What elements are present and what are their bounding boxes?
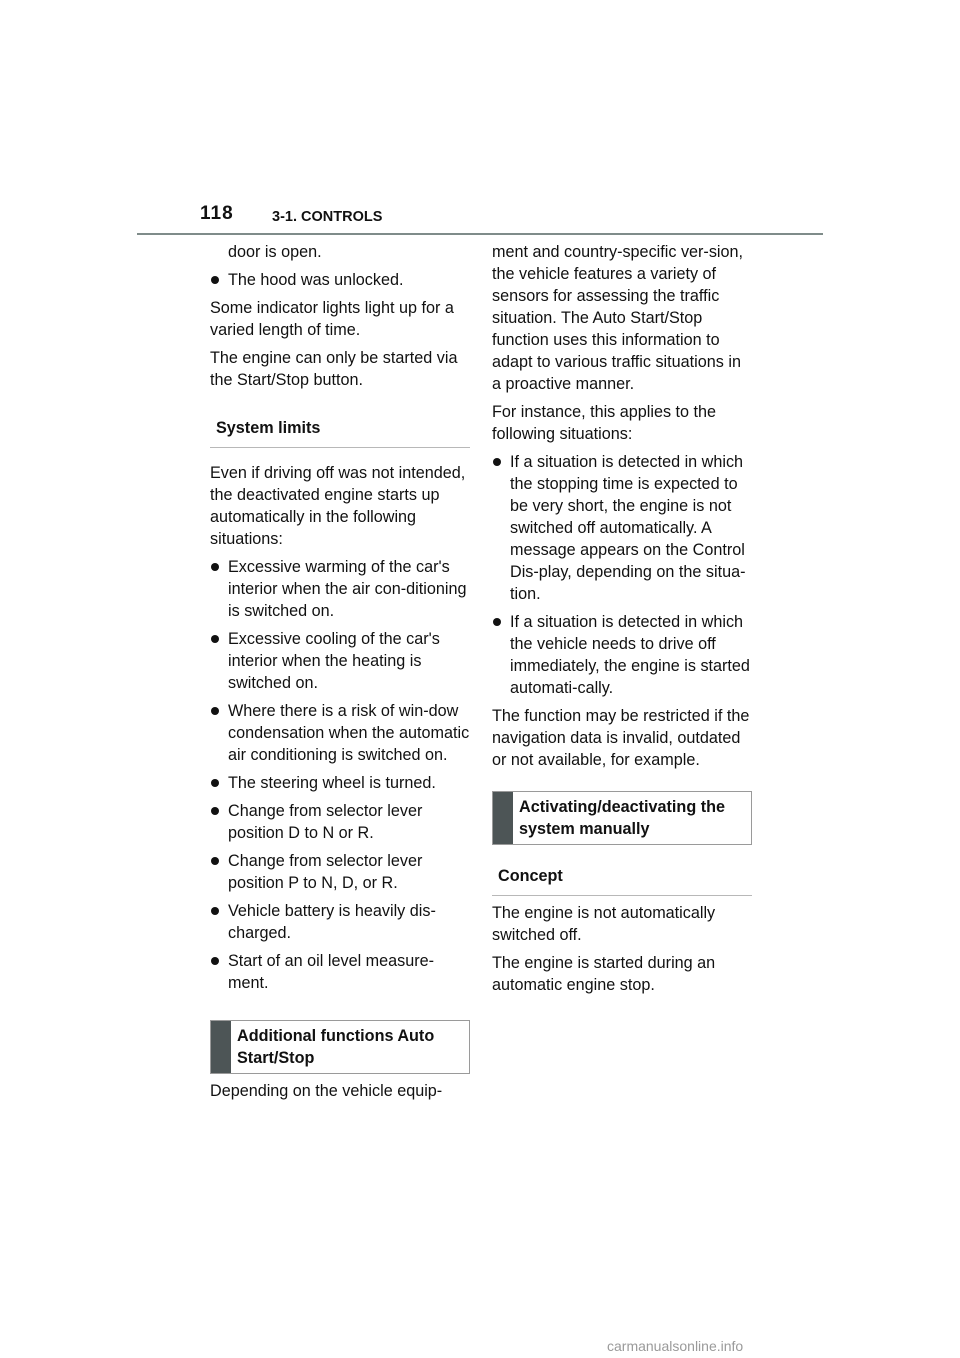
heading-activating-deactivating: Activating/deactivating the system manually <box>492 791 752 845</box>
paragraph-door-open: door is open. <box>228 243 322 261</box>
list-item: If a situation is detected in which the vehicle needs to drive off immediately, the engine is started automati-cally. <box>492 611 752 699</box>
bullet-icon <box>211 957 219 965</box>
list-item: The steering wheel is turned. <box>210 772 470 794</box>
heading-accent-bar <box>493 792 513 844</box>
bullet-icon <box>211 563 219 571</box>
bullet-icon <box>211 276 219 284</box>
left-column <box>210 241 470 1108</box>
header-divider <box>137 233 823 235</box>
paragraph-not-switched-off: The engine is not automatically switched off. <box>492 904 716 944</box>
paragraph-sensors: ment and country-specific ver-sion, the vehicle features a variety of sensors for assessing the traffic situation. The Auto Start/Stop function uses this information to adapt to various traffic situations in a proactive manner. <box>492 243 744 393</box>
list-item: Change from selector lever position P to N, D, or R. <box>210 850 470 894</box>
bullet-icon <box>493 458 501 466</box>
heading-concept: Concept <box>492 859 752 896</box>
list-item: Vehicle battery is heavily dis-charged. <box>210 900 470 944</box>
list-item: Excessive warming of the car's interior when the air con-ditioning is switched on. <box>210 556 470 622</box>
section-title: 3-1. CONTROLS <box>272 209 383 225</box>
heading-additional-functions: Additional functions Auto Start/Stop <box>210 1020 470 1074</box>
bullet-icon <box>211 635 219 643</box>
bullet-icon <box>211 907 219 915</box>
right-column <box>492 241 752 1002</box>
watermark: carmanualsonline.info <box>607 1338 744 1354</box>
list-item: Start of an oil level measure-ment. <box>210 950 470 994</box>
heading-system-limits: System limits <box>210 411 470 448</box>
paragraph-start-stop-button: The engine can only be started via the Start/Stop button. <box>210 349 458 389</box>
heading-accent-bar <box>211 1021 231 1073</box>
paragraph-for-instance: For instance, this applies to the following situations: <box>492 403 717 443</box>
list-item: The hood was unlocked. <box>210 269 470 291</box>
bullet-icon <box>211 807 219 815</box>
paragraph-started-during-stop: The engine is started during an automatic engine stop. <box>492 954 716 994</box>
page-number: 118 <box>200 203 234 224</box>
paragraph-indicator-lights: Some indicator lights light up for a varied length of time. <box>210 299 454 339</box>
bullet-icon <box>493 618 501 626</box>
bullet-icon <box>211 707 219 715</box>
list-item: Where there is a risk of win-dow condensation when the automatic air conditioning is switched on. <box>210 700 470 766</box>
list-item: Change from selector lever position D to N or R. <box>210 800 470 844</box>
paragraph-even-if-driving: Even if driving off was not intended, the deactivated engine starts up automatically in the following situations: <box>210 464 466 548</box>
paragraph-function-restricted: The function may be restricted if the navigation data is invalid, outdated or not available, for example. <box>492 707 750 769</box>
list-item: Excessive cooling of the car's interior when the heating is switched on. <box>210 628 470 694</box>
list-item: If a situation is detected in which the stopping time is expected to be very short, the engine is not switched off automatically. A message appears on the Control Dis-play, depending on the situa-tion. <box>492 451 752 605</box>
bullet-icon <box>211 779 219 787</box>
paragraph-depending: Depending on the vehicle equip- <box>210 1082 443 1100</box>
bullet-icon <box>211 857 219 865</box>
